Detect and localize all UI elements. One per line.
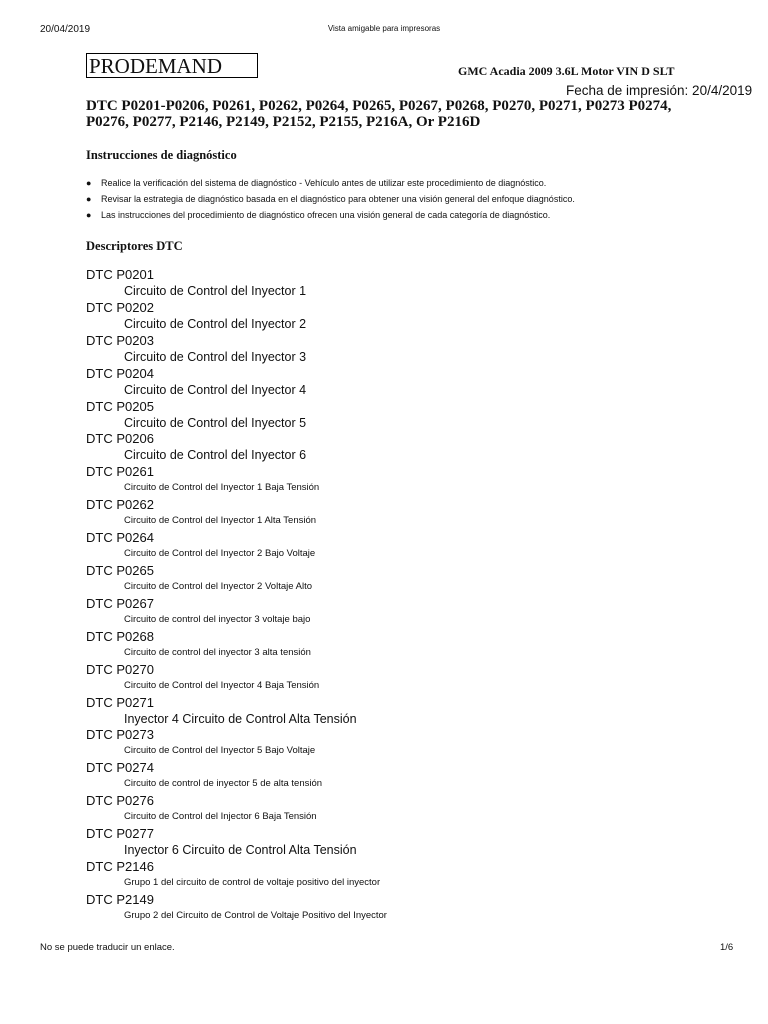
dtc-description: Inyector 4 Circuito de Control Alta Tensión xyxy=(124,711,357,726)
instructions-heading: Instrucciones de diagnóstico xyxy=(86,148,237,162)
instruction-text: Realice la verificación del sistema de diagnóstico - Vehículo antes de utilizar este procedimiento de diagnóstico. xyxy=(101,178,547,188)
dtc-code: DTC P0276 xyxy=(86,793,154,809)
dtc-item xyxy=(86,695,387,728)
dtc-code: DTC P2146 xyxy=(86,859,154,875)
dtc-item xyxy=(86,464,387,497)
bullet-icon: ● xyxy=(86,178,92,188)
dtc-description: Circuito de Control del Inyector 1 Alta Tensión xyxy=(124,515,317,527)
vehicle-title: GMC Acadia 2009 3.6L Motor VIN D SLT xyxy=(458,64,675,78)
print-date-line: Fecha de impresión: 20/4/2019 xyxy=(566,83,753,98)
print-view-title: Vista amigable para impresoras xyxy=(327,24,441,33)
dtc-description: Circuito de Control del Inyector 2 xyxy=(124,316,307,331)
dtc-item xyxy=(86,431,387,464)
dtc-code: DTC P0273 xyxy=(86,727,154,743)
dtc-code: DTC P0206 xyxy=(86,431,154,447)
dtc-item xyxy=(86,563,387,596)
dtc-description: Circuito de Control del Inyector 4 xyxy=(124,382,307,397)
bullet-icon: ● xyxy=(86,194,92,204)
dtc-descriptor-list xyxy=(86,267,387,925)
dtc-item xyxy=(86,300,387,333)
dtc-code: DTC P0202 xyxy=(86,299,154,315)
dtc-item xyxy=(86,793,387,826)
dtc-code: DTC P0203 xyxy=(86,332,154,348)
dtc-description: Circuito de Control del Injector 6 Baja Tensión xyxy=(124,811,317,823)
dtc-description: Grupo 1 del circuito de control de voltaje positivo del inyector xyxy=(124,877,381,889)
dtc-description: Circuito de Control del Inyector 6 xyxy=(124,448,307,463)
dtc-item xyxy=(86,333,387,366)
dtc-description: Circuito de Control del Inyector 2 Voltaje Alto xyxy=(124,581,312,593)
instruction-item xyxy=(86,178,575,194)
dtc-code: DTC P0261 xyxy=(86,464,154,480)
dtc-code: DTC P0265 xyxy=(86,563,154,579)
document-title: DTC P0201-P0206, P0261, P0262, P0264, P0265, P0267, P0268, P0270, P0271, P0273 P0274, P0276, P0277, P2146, P2149, P2152, P2155, P216A, Or P216D xyxy=(86,98,672,130)
dtc-code: DTC P0204 xyxy=(86,365,154,381)
dtc-code: DTC P0264 xyxy=(86,530,154,546)
dtc-code: DTC P0274 xyxy=(86,760,154,776)
dtc-description: Circuito de Control del Inyector 5 Bajo Voltaje xyxy=(124,745,316,757)
bullet-icon: ● xyxy=(86,210,92,220)
dtc-description: Circuito de control del inyector 3 alta tensión xyxy=(124,646,311,658)
dtc-description: Circuito de Control del Inyector 5 xyxy=(124,415,307,430)
dtc-item xyxy=(86,366,387,399)
dtc-item xyxy=(86,760,387,793)
dtc-code: DTC P0271 xyxy=(86,694,154,710)
dtc-description: Circuito de Control del Inyector 1 Baja Tensión xyxy=(124,482,320,494)
dtc-description: Circuito de Control del Inyector 3 xyxy=(124,349,307,364)
dtc-code: DTC P0268 xyxy=(86,628,154,644)
print-date: 20/04/2019 xyxy=(40,24,91,35)
descriptors-heading: Descriptores DTC xyxy=(86,239,183,253)
instruction-item xyxy=(86,210,575,226)
dtc-code: DTC P0277 xyxy=(86,826,154,842)
dtc-description: Grupo 2 del Circuito de Control de Voltaje Positivo del Inyector xyxy=(124,909,387,921)
dtc-description: Circuito de Control del Inyector 4 Baja Tensión xyxy=(124,679,320,691)
instruction-text: Revisar la estrategia de diagnóstico basada en el diagnóstico para obtener una visión general del enfoque diagnóstico. xyxy=(101,194,575,204)
prodemand-logo: PRODEMAND xyxy=(86,53,258,78)
dtc-item xyxy=(86,727,387,760)
dtc-item xyxy=(86,530,387,563)
dtc-code: DTC P0201 xyxy=(86,267,154,282)
dtc-item xyxy=(86,497,387,530)
dtc-description: Circuito de Control del Inyector 2 Bajo Voltaje xyxy=(124,548,316,560)
footer-note: No se puede traducir un enlace. xyxy=(40,942,175,953)
dtc-item xyxy=(86,662,387,695)
dtc-code: DTC P0270 xyxy=(86,661,154,677)
dtc-item xyxy=(86,629,387,662)
dtc-description: Inyector 6 Circuito de Control Alta Tensión xyxy=(124,843,357,858)
dtc-code: DTC P0267 xyxy=(86,595,154,611)
instruction-item xyxy=(86,194,575,210)
dtc-description: Circuito de Control del Inyector 1 xyxy=(124,284,307,298)
dtc-code: DTC P0205 xyxy=(86,398,154,414)
dtc-item xyxy=(86,267,387,300)
dtc-item xyxy=(86,399,387,432)
instruction-text: Las instrucciones del procedimiento de diagnóstico ofrecen una visión general de cada categoría de diagnóstico. xyxy=(101,210,551,220)
dtc-item xyxy=(86,596,387,629)
dtc-description: Circuito de control del inyector 3 voltaje bajo xyxy=(124,613,311,625)
dtc-code: DTC P2149 xyxy=(86,891,154,907)
dtc-item xyxy=(86,826,387,859)
dtc-item xyxy=(86,859,387,892)
dtc-code: DTC P0262 xyxy=(86,497,154,513)
page-number: 1/6 xyxy=(720,942,734,953)
dtc-item xyxy=(86,892,387,925)
instructions-list xyxy=(86,178,575,226)
dtc-description: Circuito de control de inyector 5 de alta tensión xyxy=(124,778,323,790)
